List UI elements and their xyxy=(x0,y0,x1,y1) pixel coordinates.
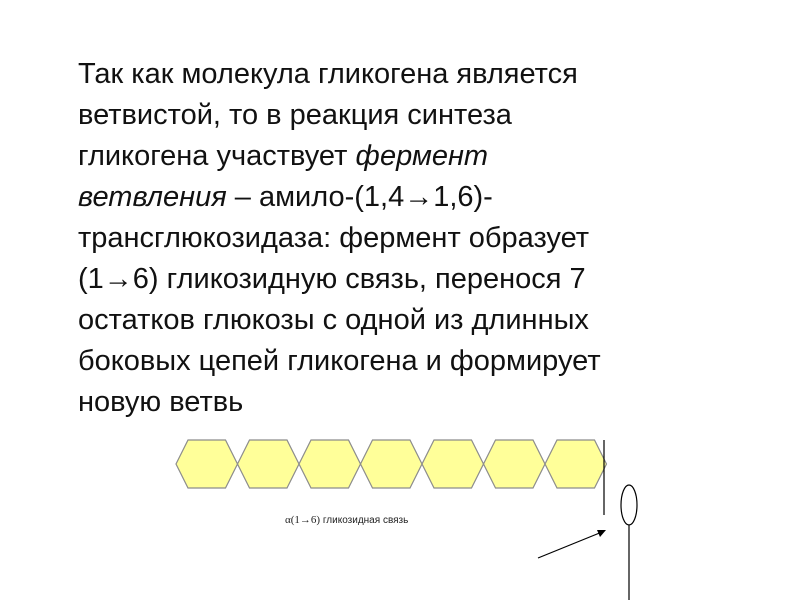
text-segment: гликогена участвует xyxy=(78,140,356,172)
text-segment: новую ветвь xyxy=(78,386,244,418)
glucose-hexagon xyxy=(176,440,238,488)
glucose-residue-chain xyxy=(176,440,607,488)
text-segment: трансглюкозидаза: фермент образует xyxy=(78,222,590,254)
glucose-hexagon xyxy=(484,440,546,488)
text-segment: боковых цепей гликогена и формирует xyxy=(78,345,601,377)
glucose-hexagon xyxy=(545,440,607,488)
branch-point-oval xyxy=(621,485,637,525)
glucose-hexagon xyxy=(238,440,300,488)
text-segment: остатков глюкозы с одной из длинных xyxy=(78,304,589,336)
bond-pointer-arrow xyxy=(538,532,602,558)
bond-label-text: гликозидная связь xyxy=(320,515,409,526)
glucose-hexagon xyxy=(361,440,423,488)
emphasis-term: ветвления xyxy=(78,181,227,213)
glucose-hexagon xyxy=(299,440,361,488)
text-segment: (1→6) гликозидную связь, перенося 7 xyxy=(78,263,586,295)
glycosidic-bond-label xyxy=(285,513,408,528)
bond-label-prefix: α(1→6) xyxy=(285,514,321,526)
text-segment: ветвистой, то в реакция синтеза xyxy=(78,99,512,131)
text-segment: Так как молекула гликогена является xyxy=(78,58,578,90)
glucose-hexagon xyxy=(422,440,484,488)
text-segment: – амило-(1,4→1,6)- xyxy=(226,181,493,213)
emphasis-term: фермент xyxy=(355,140,489,172)
